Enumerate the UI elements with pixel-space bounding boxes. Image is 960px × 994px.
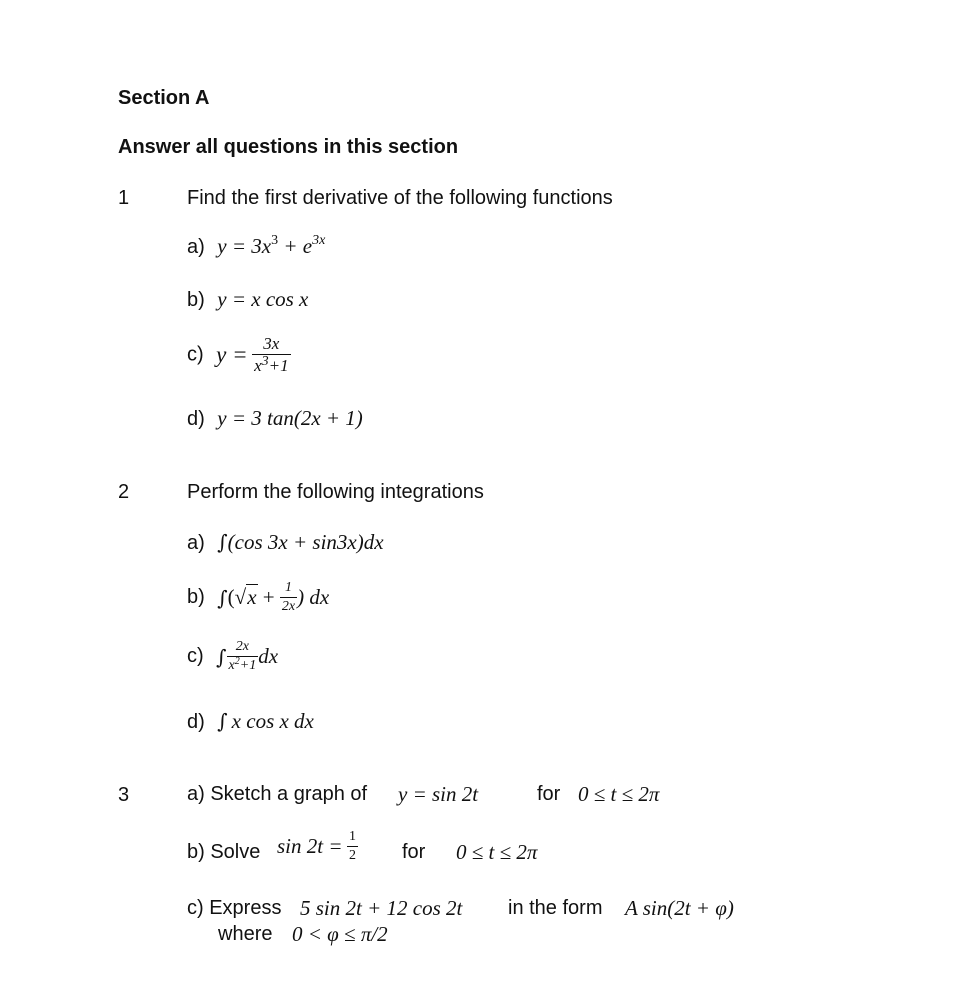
q1-a-exp1: 3 (271, 233, 279, 248)
q2-c-den-rest: +1 (239, 658, 257, 673)
q2-part-c (187, 640, 278, 673)
q2-b-close: ) dx (297, 585, 330, 609)
q1-c-numerator: 3x (252, 335, 291, 355)
q1-c-den-base: x (254, 356, 262, 375)
q3-b-equation (277, 830, 358, 863)
q1-part-d (187, 406, 363, 431)
question-2-number: 2 (118, 481, 130, 503)
question-3-number: 3 (118, 784, 130, 806)
q3-b-lhs: sin 2t = (277, 834, 343, 858)
q3-c-expr: 5 sin 2t + 12 cos 2t (300, 896, 463, 920)
q2-b-integral-sign: ∫ (217, 585, 228, 610)
q3-b-text: b) Solve (187, 841, 261, 863)
q2-c-dx: dx (258, 644, 279, 668)
q2-c-label: c) (187, 645, 204, 667)
q3-b-denominator: 2 (348, 848, 356, 863)
q2-b-fraction (280, 581, 297, 614)
q3-c-where: where (218, 923, 273, 945)
q3-c-form-expr: A sin(2t + φ) (625, 896, 734, 920)
q1-c-fraction (252, 335, 291, 375)
q2-part-a (187, 530, 384, 555)
q1-c-den-rest: +1 (268, 356, 289, 375)
q2-a-expr: (cos 3x + sin3x)dx (227, 530, 384, 554)
section-title: Section A (118, 87, 210, 109)
q2-b-denominator: 2x (281, 599, 296, 614)
q1-d-expr: y = 3 tan(2x + 1) (217, 406, 363, 430)
q1-b-label: b) (187, 289, 205, 311)
q2-c-numerator: 2x (227, 640, 259, 657)
q3-a-range: 0 ≤ t ≤ 2π (578, 782, 660, 806)
q3-b-fraction (347, 830, 358, 863)
q2-d-expr: x cos x dx (231, 709, 314, 733)
question-2-text: Perform the following integrations (187, 481, 484, 503)
q2-b-radicand: x (247, 585, 257, 609)
q1-b-expr: y = x cos x (217, 287, 309, 311)
q2-part-b (187, 581, 329, 614)
q3-b-range: 0 ≤ t ≤ 2π (456, 840, 538, 864)
q1-a-plus: + e (278, 234, 313, 258)
q3-a-text: a) Sketch a graph of (187, 783, 368, 805)
question-1-text: Find the first derivative of the following functions (187, 187, 613, 209)
q3-c-form-text: in the form (508, 897, 603, 919)
q2-b-numerator: 1 (280, 581, 297, 598)
q2-b-label: b) (187, 586, 205, 608)
q3-b-for: for (402, 841, 426, 863)
q1-part-a (187, 234, 325, 259)
question-1-number: 1 (118, 187, 130, 209)
q1-part-c (187, 335, 291, 375)
q2-c-denominator (227, 657, 259, 673)
q2-c-den-exp: 2 (234, 656, 240, 667)
q1-d-label: d) (187, 408, 205, 430)
q1-a-label: a) (187, 236, 205, 258)
q2-c-integral-sign: ∫ (216, 644, 227, 669)
q1-c-lhs: y = (216, 342, 248, 367)
q3-a-for: for (537, 783, 561, 805)
q2-a-label: a) (187, 532, 205, 554)
q1-a-exp2: 3x (312, 233, 326, 248)
q2-a-integral-sign: ∫ (217, 530, 228, 554)
q2-c-den-base: x (228, 658, 235, 673)
q1-a-expr-y: y = 3x (217, 234, 272, 258)
q3-c-condition: 0 < φ ≤ π/2 (292, 922, 388, 946)
q2-b-plus: + (257, 585, 280, 609)
q3-b-numerator: 1 (347, 830, 358, 847)
q1-c-label: c) (187, 343, 204, 366)
q1-c-denominator (252, 355, 291, 375)
q2-c-fraction (227, 640, 259, 673)
q1-part-b (187, 287, 308, 312)
q2-part-d (187, 709, 314, 734)
q3-a-expr: y = sin 2t (398, 782, 479, 806)
q2-d-integral-sign: ∫ (217, 709, 228, 733)
q2-d-label: d) (187, 711, 205, 733)
instruction: Answer all questions in this section (118, 136, 459, 158)
q3-c-text: c) Express (187, 897, 282, 919)
q1-c-den-exp: 3 (261, 354, 269, 369)
q2-b-open: (√ (227, 585, 247, 609)
